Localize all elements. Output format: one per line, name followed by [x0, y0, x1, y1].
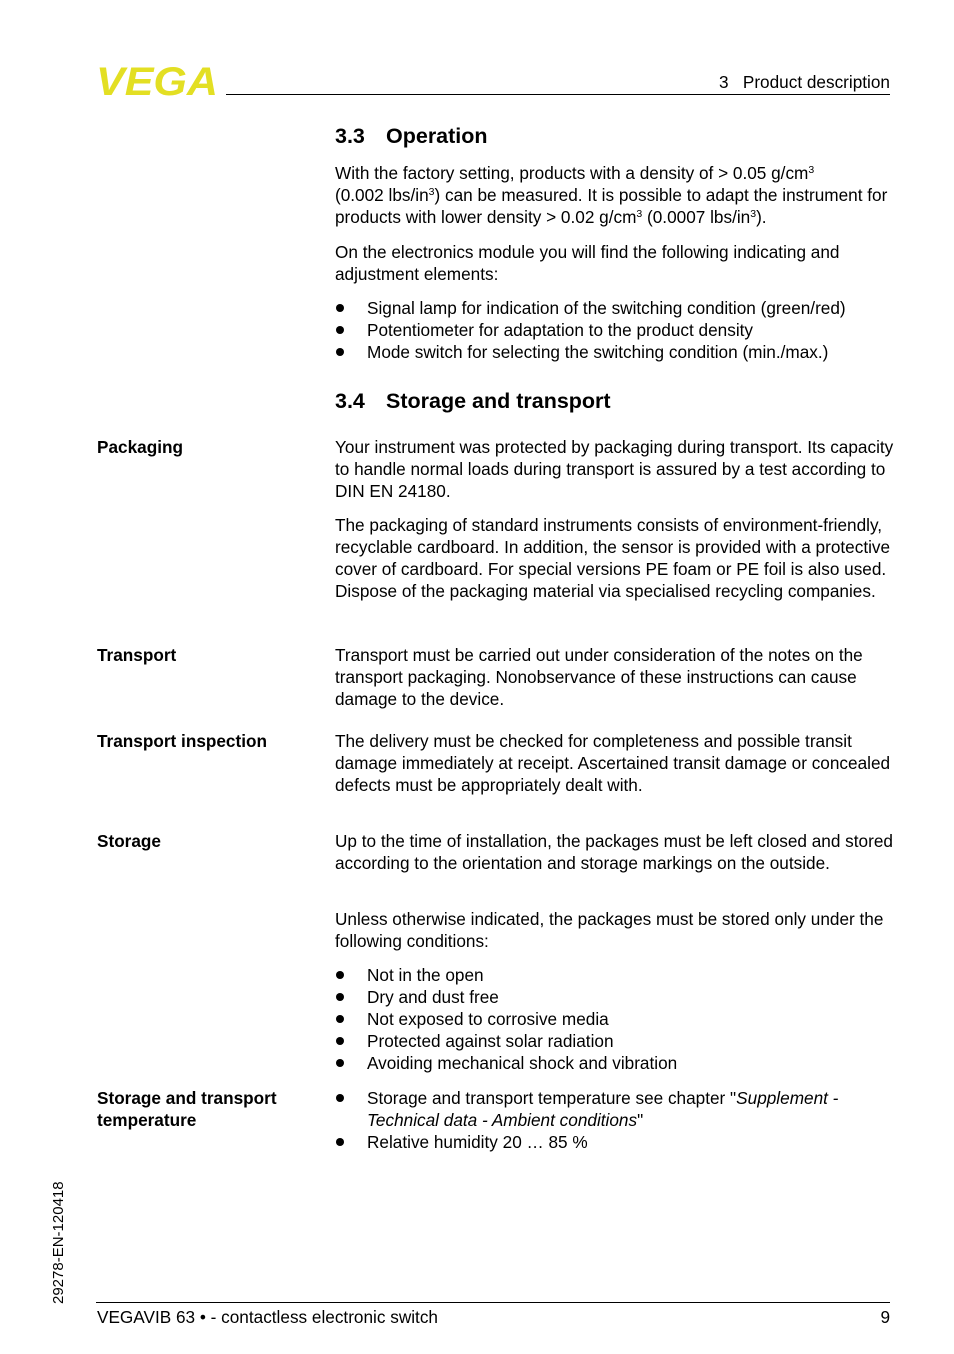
- temperature-bullet-list: [335, 1087, 895, 1153]
- heading-number: 3.4: [335, 389, 365, 413]
- text-fragment: (0.002 lbs/in: [335, 185, 429, 205]
- heading-storage-transport: [335, 388, 611, 414]
- footer-title: VEGAVIB 63 • - contactless electronic switch: [97, 1307, 438, 1327]
- vega-logo: [96, 64, 220, 98]
- list-item: Protected against solar radiation: [335, 1030, 895, 1052]
- list-item: Dry and dust free: [335, 986, 895, 1008]
- packaging-paragraph-1: Your instrument was protected by packaging during transport. Its capacity to handle normal loads during transport is assured by a test according to DIN EN 24180.: [335, 437, 894, 501]
- text-fragment: ) can be measured. It is possible to adapt the instrument for products with lower density > 0.02 g/cm: [335, 185, 888, 227]
- operation-paragraph-1: [335, 162, 895, 228]
- list-item: Avoiding mechanical shock and vibration: [335, 1052, 895, 1074]
- text-fragment: With the factory setting, products with a density of > 0.05 g/cm: [335, 163, 809, 183]
- text-fragment: Storage and transport temperature see chapter ": [367, 1088, 737, 1108]
- side-label-transport-inspection: Transport inspection: [97, 731, 267, 751]
- list-item: Potentiometer for adaptation to the product density: [335, 319, 895, 341]
- text-fragment: (0.0007 lbs/in: [642, 207, 751, 227]
- operation-bullet-list: [335, 297, 895, 363]
- page-number: 9: [880, 1307, 890, 1327]
- list-item: Signal lamp for indication of the switching condition (green/red): [335, 297, 895, 319]
- heading-title: Operation: [386, 124, 488, 148]
- superscript: 3: [750, 208, 757, 220]
- storage-paragraph-2: Unless otherwise indicated, the packages must be stored only under the following conditions:: [335, 909, 884, 951]
- logo-text: VEGA: [96, 64, 218, 98]
- superscript: 3: [808, 164, 815, 176]
- side-label-storage-temperature: Storage and transport temperature: [97, 1088, 277, 1130]
- document-code: 29278-EN-120418: [50, 1181, 67, 1304]
- text-fragment: ).: [756, 207, 767, 227]
- side-label-packaging: Packaging: [97, 437, 183, 457]
- list-item: Not in the open: [335, 964, 895, 986]
- storage-paragraph-1: Up to the time of installation, the packages must be left closed and stored according to the orientation and storage markings on the outside.: [335, 831, 893, 873]
- storage-bullet-list: [335, 964, 895, 1074]
- footer-rule: [96, 1302, 890, 1303]
- inspection-paragraph: The delivery must be checked for completeness and possible transit damage immediately at receipt. Ascertained transit damage or concealed defects must be appropriately dealt with.: [335, 731, 891, 795]
- superscript: 3: [428, 186, 435, 198]
- side-label-storage: Storage: [97, 831, 161, 851]
- list-item: [335, 1087, 895, 1131]
- header-rule: [226, 94, 890, 95]
- transport-paragraph: Transport must be carried out under consideration of the notes on the transport packaging. Nonobservance of these instructions can cause damage to the device.: [335, 645, 863, 709]
- chapter-reference: Supplement - Technical data - Ambient conditions: [367, 1088, 839, 1130]
- operation-paragraph-2: On the electronics module you will find the following indicating and adjustment elements:: [335, 242, 840, 284]
- superscript: 3: [636, 208, 643, 220]
- text-fragment: ": [637, 1110, 644, 1130]
- list-item: Not exposed to corrosive media: [335, 1008, 895, 1030]
- heading-number: 3.3: [335, 124, 365, 148]
- heading-title: Storage and transport: [386, 389, 611, 413]
- header-section-title: 3 Product description: [718, 72, 890, 92]
- list-item: Mode switch for selecting the switching condition (min./max.): [335, 341, 895, 363]
- packaging-paragraph-2: The packaging of standard instruments consists of environment-friendly, recyclable cardboard. In addition, the sensor is provided with a protective cover of cardboard. For special versions PE foam or PE foil is also used. Dispose of the packaging material via specialised recycling companies.: [335, 515, 891, 601]
- heading-operation: [335, 123, 488, 149]
- list-item: Relative humidity 20 … 85 %: [335, 1131, 895, 1153]
- side-label-transport: Transport: [97, 645, 177, 665]
